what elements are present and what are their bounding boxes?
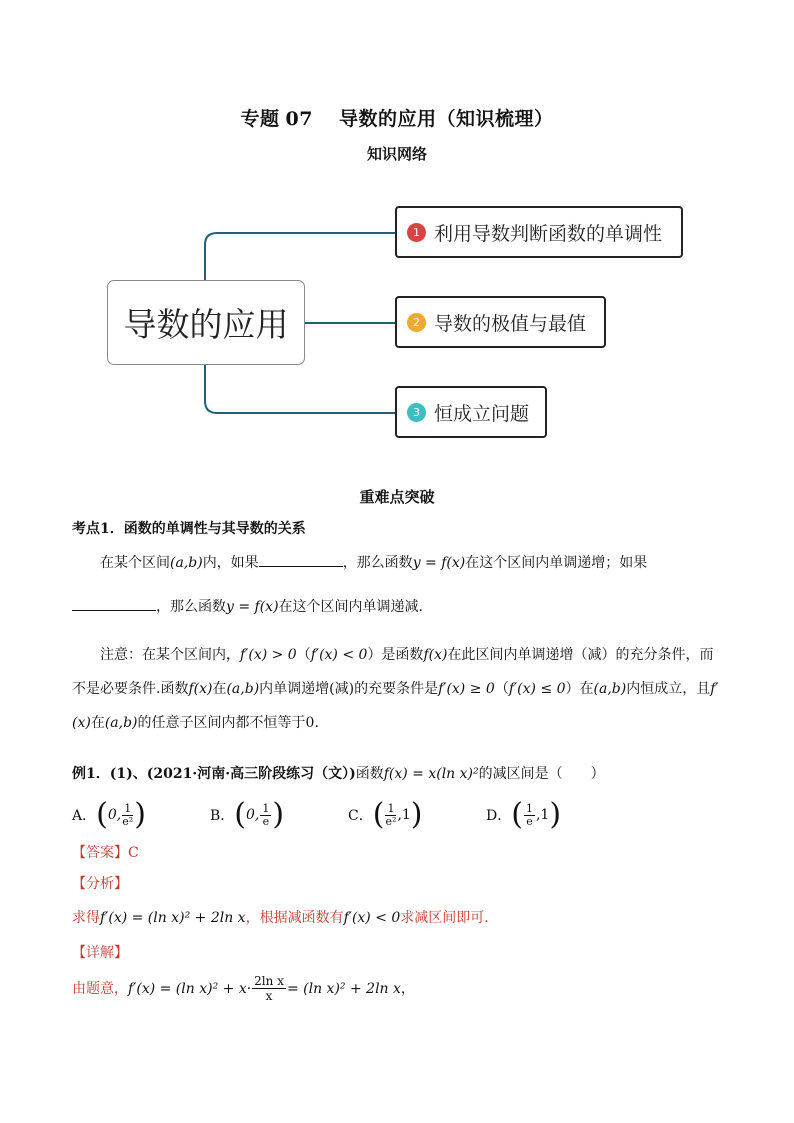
option-left: 0, bbox=[246, 807, 260, 823]
number-badge-2: 2 bbox=[407, 313, 426, 332]
analysis-text bbox=[72, 907, 722, 929]
example-label: 例1．(1)、(2021·河南·高三阶段练习（文）) bbox=[72, 766, 356, 782]
math-condition: f′(x) ≥ 0 bbox=[438, 681, 495, 697]
option-d[interactable]: D． ( $\frac{1}{e}$ ,1 ) bbox=[486, 797, 562, 832]
connector-branch-1 bbox=[205, 233, 395, 280]
math-expression: f′(x) = (ln x)² + x· bbox=[128, 980, 252, 997]
text: 的任意子区间内都不恒等于 bbox=[137, 715, 306, 731]
numerator: 1 bbox=[124, 801, 132, 815]
mind-map-branch-1 bbox=[395, 206, 683, 258]
branch-label-1: 利用导数判断函数的单调性 bbox=[434, 222, 663, 245]
numerator: 1 bbox=[262, 801, 270, 815]
fraction bbox=[252, 974, 286, 1003]
text: 0 bbox=[305, 715, 315, 731]
text: ）在 bbox=[565, 681, 594, 697]
title-number: 07 bbox=[285, 108, 313, 130]
option-letter: C． bbox=[348, 808, 373, 824]
numerator: 2ln x bbox=[254, 974, 284, 988]
topic-1-title: 考点1．函数的单调性与其导数的关系 bbox=[72, 521, 306, 537]
answer-label: 【答案】 bbox=[72, 845, 128, 861]
text: 在此区间内单调递增（减）的充分条件，而不是必要条件.函数 bbox=[72, 647, 714, 697]
fraction bbox=[524, 803, 535, 828]
analysis-label: 【分析】 bbox=[72, 876, 128, 892]
option-letter: B． bbox=[210, 808, 235, 824]
fraction bbox=[122, 803, 133, 828]
text: 在 bbox=[90, 715, 105, 731]
option-a[interactable]: A． ( 0, $\frac{1}{\text{e²}}$ ) bbox=[72, 797, 146, 832]
mind-map bbox=[100, 195, 700, 455]
number-badge-1: 1 bbox=[407, 223, 426, 242]
answer-value: C bbox=[128, 845, 139, 861]
text: ，根据减函数有 bbox=[245, 910, 344, 926]
option-letter: D． bbox=[486, 808, 512, 824]
math-interval: (a,b) bbox=[170, 555, 203, 571]
math-function: y = f(x) bbox=[226, 599, 279, 615]
math-condition: f′(x) < 0 bbox=[310, 647, 368, 663]
title-main: 导数的应用（知识梳理） bbox=[338, 108, 554, 130]
math-interval: (a,b) bbox=[104, 715, 138, 731]
option-left: 0, bbox=[107, 807, 122, 823]
text: 内，如果 bbox=[202, 555, 259, 571]
math-function: f(x) bbox=[188, 681, 213, 697]
text: 内恒成立，且 bbox=[626, 681, 711, 697]
title-prefix: 专题 bbox=[240, 108, 280, 130]
numerator: 1 bbox=[387, 801, 395, 815]
example-1-question bbox=[72, 763, 722, 785]
option-letter: A． bbox=[72, 808, 97, 824]
math-interval: (a,b) bbox=[226, 681, 260, 697]
page-title bbox=[0, 104, 794, 131]
text: （ bbox=[494, 681, 509, 697]
section-title: 重难点突破 bbox=[359, 488, 435, 506]
fraction bbox=[260, 803, 271, 828]
detail-label: 【详解】 bbox=[72, 945, 128, 961]
option-right: ,1 bbox=[397, 807, 411, 823]
text: 在某个区间 bbox=[100, 555, 170, 571]
text: 求得 bbox=[72, 910, 100, 926]
connector-branch-3 bbox=[205, 363, 395, 413]
text: 求减区间即可. bbox=[400, 910, 489, 926]
denominator: e² bbox=[385, 814, 397, 828]
math-condition: f′(x) > 0 bbox=[240, 647, 297, 663]
math-function: f′(x) bbox=[72, 681, 719, 731]
subtitle: 知识网络 bbox=[366, 145, 427, 163]
text: 在这个区间内单调递减． bbox=[278, 599, 433, 615]
text: 内单调递增(减)的充要条件是 bbox=[259, 681, 439, 697]
math-function: y = f(x) bbox=[412, 555, 466, 571]
text: 由题意， bbox=[72, 980, 128, 997]
math-function: f(x) = x(ln x)² bbox=[383, 766, 479, 782]
answer-line bbox=[72, 842, 722, 864]
fill-blank-1[interactable] bbox=[259, 552, 343, 567]
denominator: e bbox=[262, 814, 270, 828]
math-condition: f′(x) ≤ 0 bbox=[508, 681, 566, 697]
text: 函数 bbox=[355, 766, 384, 782]
mind-map-branch-2 bbox=[395, 296, 606, 348]
branch-label-3: 恒成立问题 bbox=[434, 402, 530, 425]
numerator: 1 bbox=[525, 801, 533, 815]
math-expression: = (ln x)² + 2ln x bbox=[286, 980, 401, 997]
text: ，那么函数 bbox=[342, 555, 413, 571]
fill-blank-2[interactable] bbox=[72, 596, 156, 611]
topic-1-paragraph-2 bbox=[72, 638, 722, 740]
topic-1-paragraph-1-cont bbox=[72, 596, 722, 618]
math-expression: f′(x) = (ln x)² + 2ln x bbox=[100, 910, 246, 926]
text: . bbox=[314, 715, 319, 731]
text: ）是函数 bbox=[367, 647, 424, 663]
option-b[interactable]: B． ( 0, $\frac{1}{e}$ ) bbox=[210, 797, 285, 832]
text: 在 bbox=[212, 681, 227, 697]
branch-label-2: 导数的极值与最值 bbox=[434, 312, 587, 335]
denominator: e bbox=[526, 814, 533, 828]
detail-label-line bbox=[72, 942, 722, 964]
text: ，那么函数 bbox=[156, 599, 226, 615]
mind-map-root: 导数的应用 bbox=[107, 280, 305, 365]
denominator: e² bbox=[122, 814, 134, 828]
text: （ bbox=[296, 647, 311, 663]
text: ， bbox=[400, 980, 415, 997]
denominator: x bbox=[265, 989, 273, 1003]
text: 注意：在某个区间内， bbox=[100, 647, 240, 663]
analysis-label-line bbox=[72, 873, 722, 895]
topic-1-paragraph-1 bbox=[72, 552, 722, 574]
mind-map-branch-3 bbox=[395, 386, 547, 438]
math-condition: f′(x) < 0 bbox=[343, 910, 401, 926]
text: 的减区间是（ ） bbox=[478, 766, 605, 782]
text: 在这个区间内单调递增；如果 bbox=[465, 555, 648, 571]
math-function: f(x) bbox=[423, 647, 448, 663]
fraction bbox=[385, 803, 396, 828]
number-badge-3: 3 bbox=[407, 403, 426, 422]
math-interval: (a,b) bbox=[593, 681, 627, 697]
option-c[interactable]: C． ( $\frac{1}{\text{e²}}$ ,1 ) bbox=[348, 797, 423, 832]
option-right: ,1 bbox=[535, 807, 550, 823]
detail-text bbox=[72, 974, 722, 1003]
